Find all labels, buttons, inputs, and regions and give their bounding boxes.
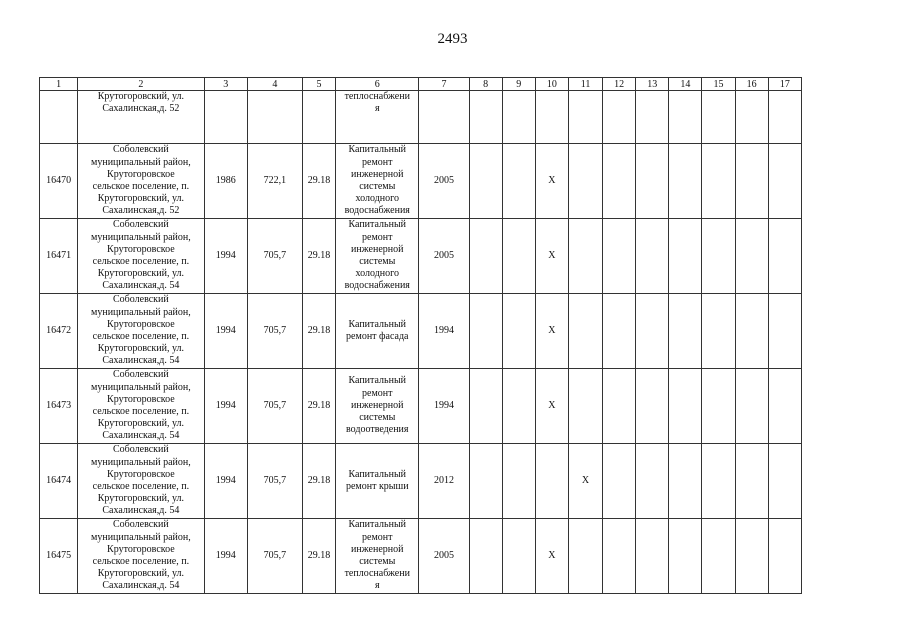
cell-col-12: [603, 294, 636, 369]
work-line: водоотведения: [346, 424, 409, 436]
cell-id: [40, 91, 78, 144]
address-line: Крутогоровский, ул.: [97, 418, 185, 430]
cell-col-15: [702, 294, 735, 369]
cell-rate: [302, 91, 335, 144]
address-line: Крутогоровский, ул.: [97, 343, 185, 355]
cell-col-16: [735, 144, 768, 219]
cell-col-14: [669, 519, 702, 594]
cell-planned-year: 2005: [419, 519, 469, 594]
cell-col-15: [702, 91, 735, 144]
work-line: ремонт фасада: [346, 331, 409, 342]
address-line: Крутогоровский, ул.: [97, 568, 185, 580]
address-line: Соболевский: [113, 144, 169, 156]
cell-area: 705,7: [247, 219, 302, 294]
cell-area: 705,7: [247, 444, 302, 519]
col-header-7: 7: [419, 78, 469, 91]
cell-address: [78, 144, 204, 219]
cell-col-10: X: [535, 519, 568, 594]
cell-rate: 29.18: [302, 294, 335, 369]
cell-col-9: [502, 519, 535, 594]
cell-col-15: [702, 444, 735, 519]
address-line: муниципальный район,: [91, 156, 191, 168]
cell-year: 1986: [204, 144, 247, 219]
work-line: ремонт: [362, 387, 393, 399]
cell-id: 16471: [40, 219, 78, 294]
cell-col-11: [568, 519, 602, 594]
cell-address: [78, 219, 204, 294]
cell-col-10: X: [535, 369, 568, 444]
cell-planned-year: 2005: [419, 219, 469, 294]
cell-col-8: [469, 91, 502, 144]
col-header-8: 8: [469, 78, 502, 91]
table-row: [40, 219, 802, 294]
cell-col-17: [768, 144, 801, 219]
work-line: инженерной: [351, 399, 404, 411]
work-line: Капитальный: [348, 468, 407, 480]
cell-col-12: [603, 91, 636, 144]
cell-col-10: X: [535, 219, 568, 294]
cell-col-16: [735, 91, 768, 144]
cell-col-8: [469, 294, 502, 369]
address-line: муниципальный район,: [91, 231, 191, 243]
address-line: Крутогоровское: [107, 543, 175, 555]
cell-col-14: [669, 294, 702, 369]
cell-col-9: [502, 444, 535, 519]
cell-work-type: [336, 219, 419, 294]
address-line: сельское поселение, п.: [92, 181, 190, 192]
cell-col-10: [535, 91, 568, 144]
cell-col-17: [768, 519, 801, 594]
work-line: системы: [359, 256, 396, 267]
cell-address: [78, 369, 204, 444]
cell-col-12: [603, 219, 636, 294]
cell-col-15: [702, 219, 735, 294]
address-line: Сахалинская,д. 54: [102, 430, 180, 442]
cell-year: 1994: [204, 519, 247, 594]
address-line: Соболевский: [113, 519, 169, 531]
work-line: инженерной: [351, 243, 404, 255]
cell-col-12: [603, 444, 636, 519]
cell-col-8: [469, 444, 502, 519]
cell-id: 16473: [40, 369, 78, 444]
cell-col-8: [469, 369, 502, 444]
work-line: Капитальный: [348, 375, 407, 387]
cell-rate: 29.18: [302, 219, 335, 294]
address-line: Сахалинская,д. 54: [102, 355, 180, 367]
cell-id: 16475: [40, 519, 78, 594]
address-line: муниципальный район,: [91, 531, 191, 543]
table-row: [40, 294, 802, 369]
address-line: Соболевский: [113, 444, 169, 456]
cell-area: 705,7: [247, 519, 302, 594]
cell-year: 1994: [204, 294, 247, 369]
col-header-2: 2: [78, 78, 204, 91]
cell-area: 705,7: [247, 369, 302, 444]
cell-planned-year: [419, 91, 469, 144]
address-line: муниципальный район,: [91, 306, 191, 318]
address-line: Крутогоровский, ул.: [97, 193, 185, 205]
cell-address: [78, 294, 204, 369]
cell-col-16: [735, 294, 768, 369]
cell-col-15: [702, 369, 735, 444]
work-line: я: [374, 103, 380, 115]
address-line: Крутогоровское: [107, 168, 175, 180]
cell-col-13: [636, 144, 669, 219]
cell-col-10: X: [535, 294, 568, 369]
cell-id: 16470: [40, 144, 78, 219]
address-line: Сахалинская,д. 54: [102, 580, 180, 592]
address-line: сельское поселение, п.: [92, 256, 190, 267]
col-header-14: 14: [669, 78, 702, 91]
cell-col-13: [636, 294, 669, 369]
cell-id: 16474: [40, 444, 78, 519]
cell-col-12: [603, 369, 636, 444]
address-line: Крутогоровское: [107, 243, 175, 255]
cell-col-17: [768, 369, 801, 444]
cell-area: 722,1: [247, 144, 302, 219]
cell-col-11: [568, 144, 602, 219]
work-line: ремонт: [362, 156, 393, 168]
cell-work-type: [336, 91, 419, 144]
cell-col-8: [469, 144, 502, 219]
address-line: Сахалинская,д. 52: [102, 205, 180, 217]
work-line: инженерной: [351, 543, 404, 555]
cell-col-16: [735, 219, 768, 294]
cell-year: 1994: [204, 444, 247, 519]
cell-col-8: [469, 219, 502, 294]
register-table: [39, 77, 802, 594]
work-line: холодного: [355, 193, 399, 205]
cell-col-13: [636, 219, 669, 294]
cell-address: [78, 91, 204, 144]
table-row: [40, 144, 802, 219]
cell-year: [204, 91, 247, 144]
cell-col-9: [502, 144, 535, 219]
address-line: Соболевский: [113, 294, 169, 306]
address-line: Крутогоровский, ул.: [97, 91, 185, 102]
address-line: Сахалинская,д. 54: [102, 280, 180, 292]
col-header-6: 6: [336, 78, 419, 91]
cell-work-type: [336, 444, 419, 519]
cell-col-17: [768, 91, 801, 144]
continued-row: [40, 91, 802, 144]
address-line: Соболевский: [113, 219, 169, 231]
work-line: системы: [359, 181, 396, 192]
col-header-17: 17: [768, 78, 801, 91]
col-header-10: 10: [535, 78, 568, 91]
cell-col-9: [502, 91, 535, 144]
cell-address: [78, 444, 204, 519]
cell-year: 1994: [204, 369, 247, 444]
cell-work-type: [336, 519, 419, 594]
address-line: Сахалинская,д. 52: [102, 103, 180, 115]
cell-col-16: [735, 444, 768, 519]
cell-col-17: [768, 444, 801, 519]
cell-id: 16472: [40, 294, 78, 369]
work-line: Капитальный: [348, 519, 407, 531]
cell-col-11: [568, 91, 602, 144]
cell-col-9: [502, 294, 535, 369]
cell-work-type: [336, 369, 419, 444]
work-line: инженерной: [351, 168, 404, 180]
cell-work-type: [336, 144, 419, 219]
col-header-15: 15: [702, 78, 735, 91]
work-line: ремонт: [362, 531, 393, 543]
cell-col-9: [502, 219, 535, 294]
cell-col-14: [669, 444, 702, 519]
work-line: теплоснабжени: [344, 568, 410, 580]
cell-col-17: [768, 294, 801, 369]
address-line: муниципальный район,: [91, 381, 191, 393]
work-line: ремонт крыши: [345, 481, 409, 492]
cell-col-13: [636, 91, 669, 144]
cell-col-10: [535, 444, 568, 519]
page-number: 2493: [437, 31, 468, 47]
work-line: водоснабжения: [344, 205, 410, 217]
cell-col-11: X: [568, 444, 602, 519]
work-line: холодного: [355, 268, 399, 280]
address-line: Крутогоровское: [107, 393, 175, 405]
col-header-13: 13: [636, 78, 669, 91]
cell-col-17: [768, 219, 801, 294]
col-header-3: 3: [204, 78, 247, 91]
address-line: Соболевский: [113, 369, 169, 381]
work-line: системы: [359, 412, 396, 424]
col-header-9: 9: [502, 78, 535, 91]
cell-col-8: [469, 519, 502, 594]
col-header-11: 11: [568, 78, 602, 91]
cell-address: [78, 519, 204, 594]
cell-rate: 29.18: [302, 144, 335, 219]
cell-work-type: [336, 294, 419, 369]
cell-col-11: [568, 294, 602, 369]
work-line: Капитальный: [348, 219, 407, 231]
address-line: Сахалинская,д. 54: [102, 505, 180, 517]
cell-col-15: [702, 144, 735, 219]
cell-col-16: [735, 369, 768, 444]
cell-col-14: [669, 91, 702, 144]
cell-rate: 29.18: [302, 444, 335, 519]
work-line: водоснабжения: [344, 280, 410, 292]
cell-rate: 29.18: [302, 519, 335, 594]
cell-area: [247, 91, 302, 144]
address-line: Крутогоровский, ул.: [97, 493, 185, 505]
address-line: сельское поселение, п.: [92, 331, 190, 342]
address-line: сельское поселение, п.: [92, 556, 190, 567]
cell-col-11: [568, 219, 602, 294]
cell-col-14: [669, 219, 702, 294]
cell-col-14: [669, 369, 702, 444]
col-header-4: 4: [247, 78, 302, 91]
table-row: [40, 369, 802, 444]
address-line: муниципальный район,: [91, 456, 191, 468]
cell-col-10: X: [535, 144, 568, 219]
address-line: сельское поселение, п.: [92, 481, 190, 492]
cell-planned-year: 1994: [419, 294, 469, 369]
cell-col-12: [603, 144, 636, 219]
cell-planned-year: 1994: [419, 369, 469, 444]
work-line: теплоснабжени: [344, 91, 410, 102]
col-header-16: 16: [735, 78, 768, 91]
cell-col-9: [502, 369, 535, 444]
work-line: Капитальный: [348, 144, 407, 156]
table-row: [40, 519, 802, 594]
address-line: сельское поселение, п.: [92, 406, 190, 417]
cell-year: 1994: [204, 219, 247, 294]
cell-planned-year: 2012: [419, 444, 469, 519]
cell-rate: 29.18: [302, 369, 335, 444]
cell-area: 705,7: [247, 294, 302, 369]
address-line: Крутогоровский, ул.: [97, 268, 185, 280]
cell-col-14: [669, 144, 702, 219]
cell-col-13: [636, 519, 669, 594]
cell-col-16: [735, 519, 768, 594]
address-line: Крутогоровское: [107, 468, 175, 480]
col-header-12: 12: [603, 78, 636, 91]
address-line: Крутогоровское: [107, 318, 175, 330]
col-header-1: 1: [40, 78, 78, 91]
work-line: Капитальный: [348, 318, 407, 330]
column-number-row: [40, 78, 802, 91]
cell-col-15: [702, 519, 735, 594]
work-line: системы: [359, 556, 396, 567]
cell-planned-year: 2005: [419, 144, 469, 219]
cell-col-13: [636, 369, 669, 444]
col-header-5: 5: [302, 78, 335, 91]
cell-col-11: [568, 369, 602, 444]
table-row: [40, 444, 802, 519]
work-line: ремонт: [362, 231, 393, 243]
work-line: я: [374, 580, 380, 592]
cell-col-13: [636, 444, 669, 519]
cell-col-12: [603, 519, 636, 594]
